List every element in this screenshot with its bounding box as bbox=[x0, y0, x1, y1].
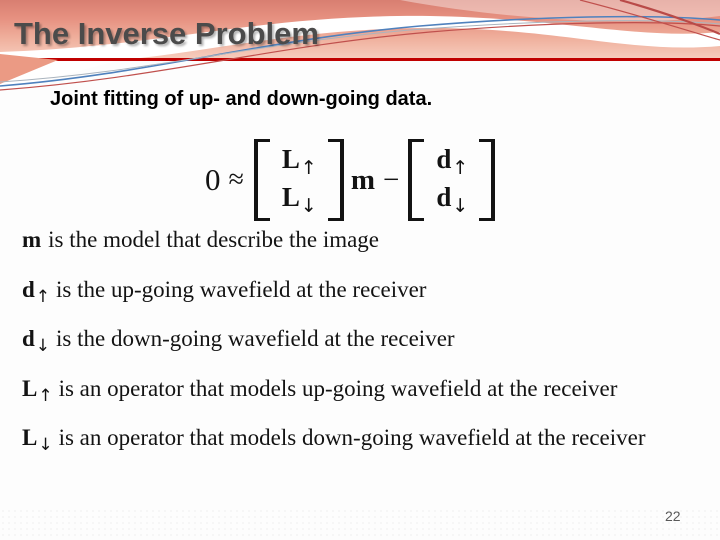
page-number: 22 bbox=[665, 508, 681, 524]
down-arrow-icon: ↓ bbox=[38, 435, 53, 455]
approx-sign: ≈ bbox=[228, 164, 244, 195]
up-arrow-icon: ↑ bbox=[38, 385, 53, 406]
definition-text: is the down-going wavefield at the receiver bbox=[56, 326, 455, 351]
left-bracket-data-matrix bbox=[408, 139, 424, 221]
matrix-row bbox=[282, 181, 316, 217]
minus-sign: − bbox=[382, 163, 400, 196]
definition-text: is an operator that models up-going wavefield at the receiver bbox=[58, 375, 618, 401]
matrix-row bbox=[436, 143, 467, 179]
slide-subtitle: Joint fitting of up- and down-going data. bbox=[50, 88, 433, 110]
slide-title: The Inverse Problem bbox=[14, 16, 319, 51]
definition-row-L-down bbox=[22, 425, 712, 453]
left-bracket-operator-matrix bbox=[254, 139, 270, 221]
definition-row-d-up bbox=[22, 277, 712, 305]
up-arrow-icon: ↑ bbox=[35, 286, 51, 307]
down-arrow-icon: ↓ bbox=[300, 195, 317, 217]
definitions-list bbox=[22, 227, 712, 475]
matrix-row bbox=[436, 181, 467, 217]
right-bracket-operator-matrix bbox=[328, 139, 344, 221]
operator-symbol: L bbox=[281, 182, 300, 212]
down-arrow-icon: ↓ bbox=[35, 336, 51, 356]
data-symbol: d bbox=[436, 144, 452, 174]
equation-lhs: 0 bbox=[205, 162, 221, 197]
definition-row-L-up bbox=[22, 376, 712, 404]
up-arrow-icon: ↑ bbox=[300, 157, 317, 179]
data-symbol: d bbox=[436, 182, 452, 212]
definition-row-m bbox=[22, 227, 712, 255]
definition-symbol: m bbox=[22, 227, 42, 252]
red-divider-line bbox=[0, 58, 720, 61]
definition-symbol: d bbox=[22, 326, 35, 351]
definition-row-d-down bbox=[22, 326, 712, 354]
definition-text: is the model that describe the image bbox=[48, 227, 380, 252]
operator-matrix bbox=[270, 143, 328, 217]
right-bracket-data-matrix bbox=[479, 139, 495, 221]
equation bbox=[205, 135, 495, 225]
definition-symbol: L bbox=[22, 425, 38, 450]
data-matrix bbox=[424, 143, 479, 217]
matrix-row bbox=[282, 143, 316, 179]
model-symbol: m bbox=[350, 163, 375, 196]
definition-symbol: L bbox=[22, 375, 38, 401]
up-arrow-icon: ↑ bbox=[452, 157, 469, 179]
definition-text: is an operator that models down-going wavefield at the receiver bbox=[58, 425, 646, 450]
operator-symbol: L bbox=[281, 144, 300, 174]
definition-symbol: d bbox=[22, 276, 35, 302]
down-arrow-icon: ↓ bbox=[452, 195, 469, 217]
definition-text: is the up-going wavefield at the receiver bbox=[56, 276, 427, 302]
bottom-texture-band bbox=[0, 508, 720, 540]
